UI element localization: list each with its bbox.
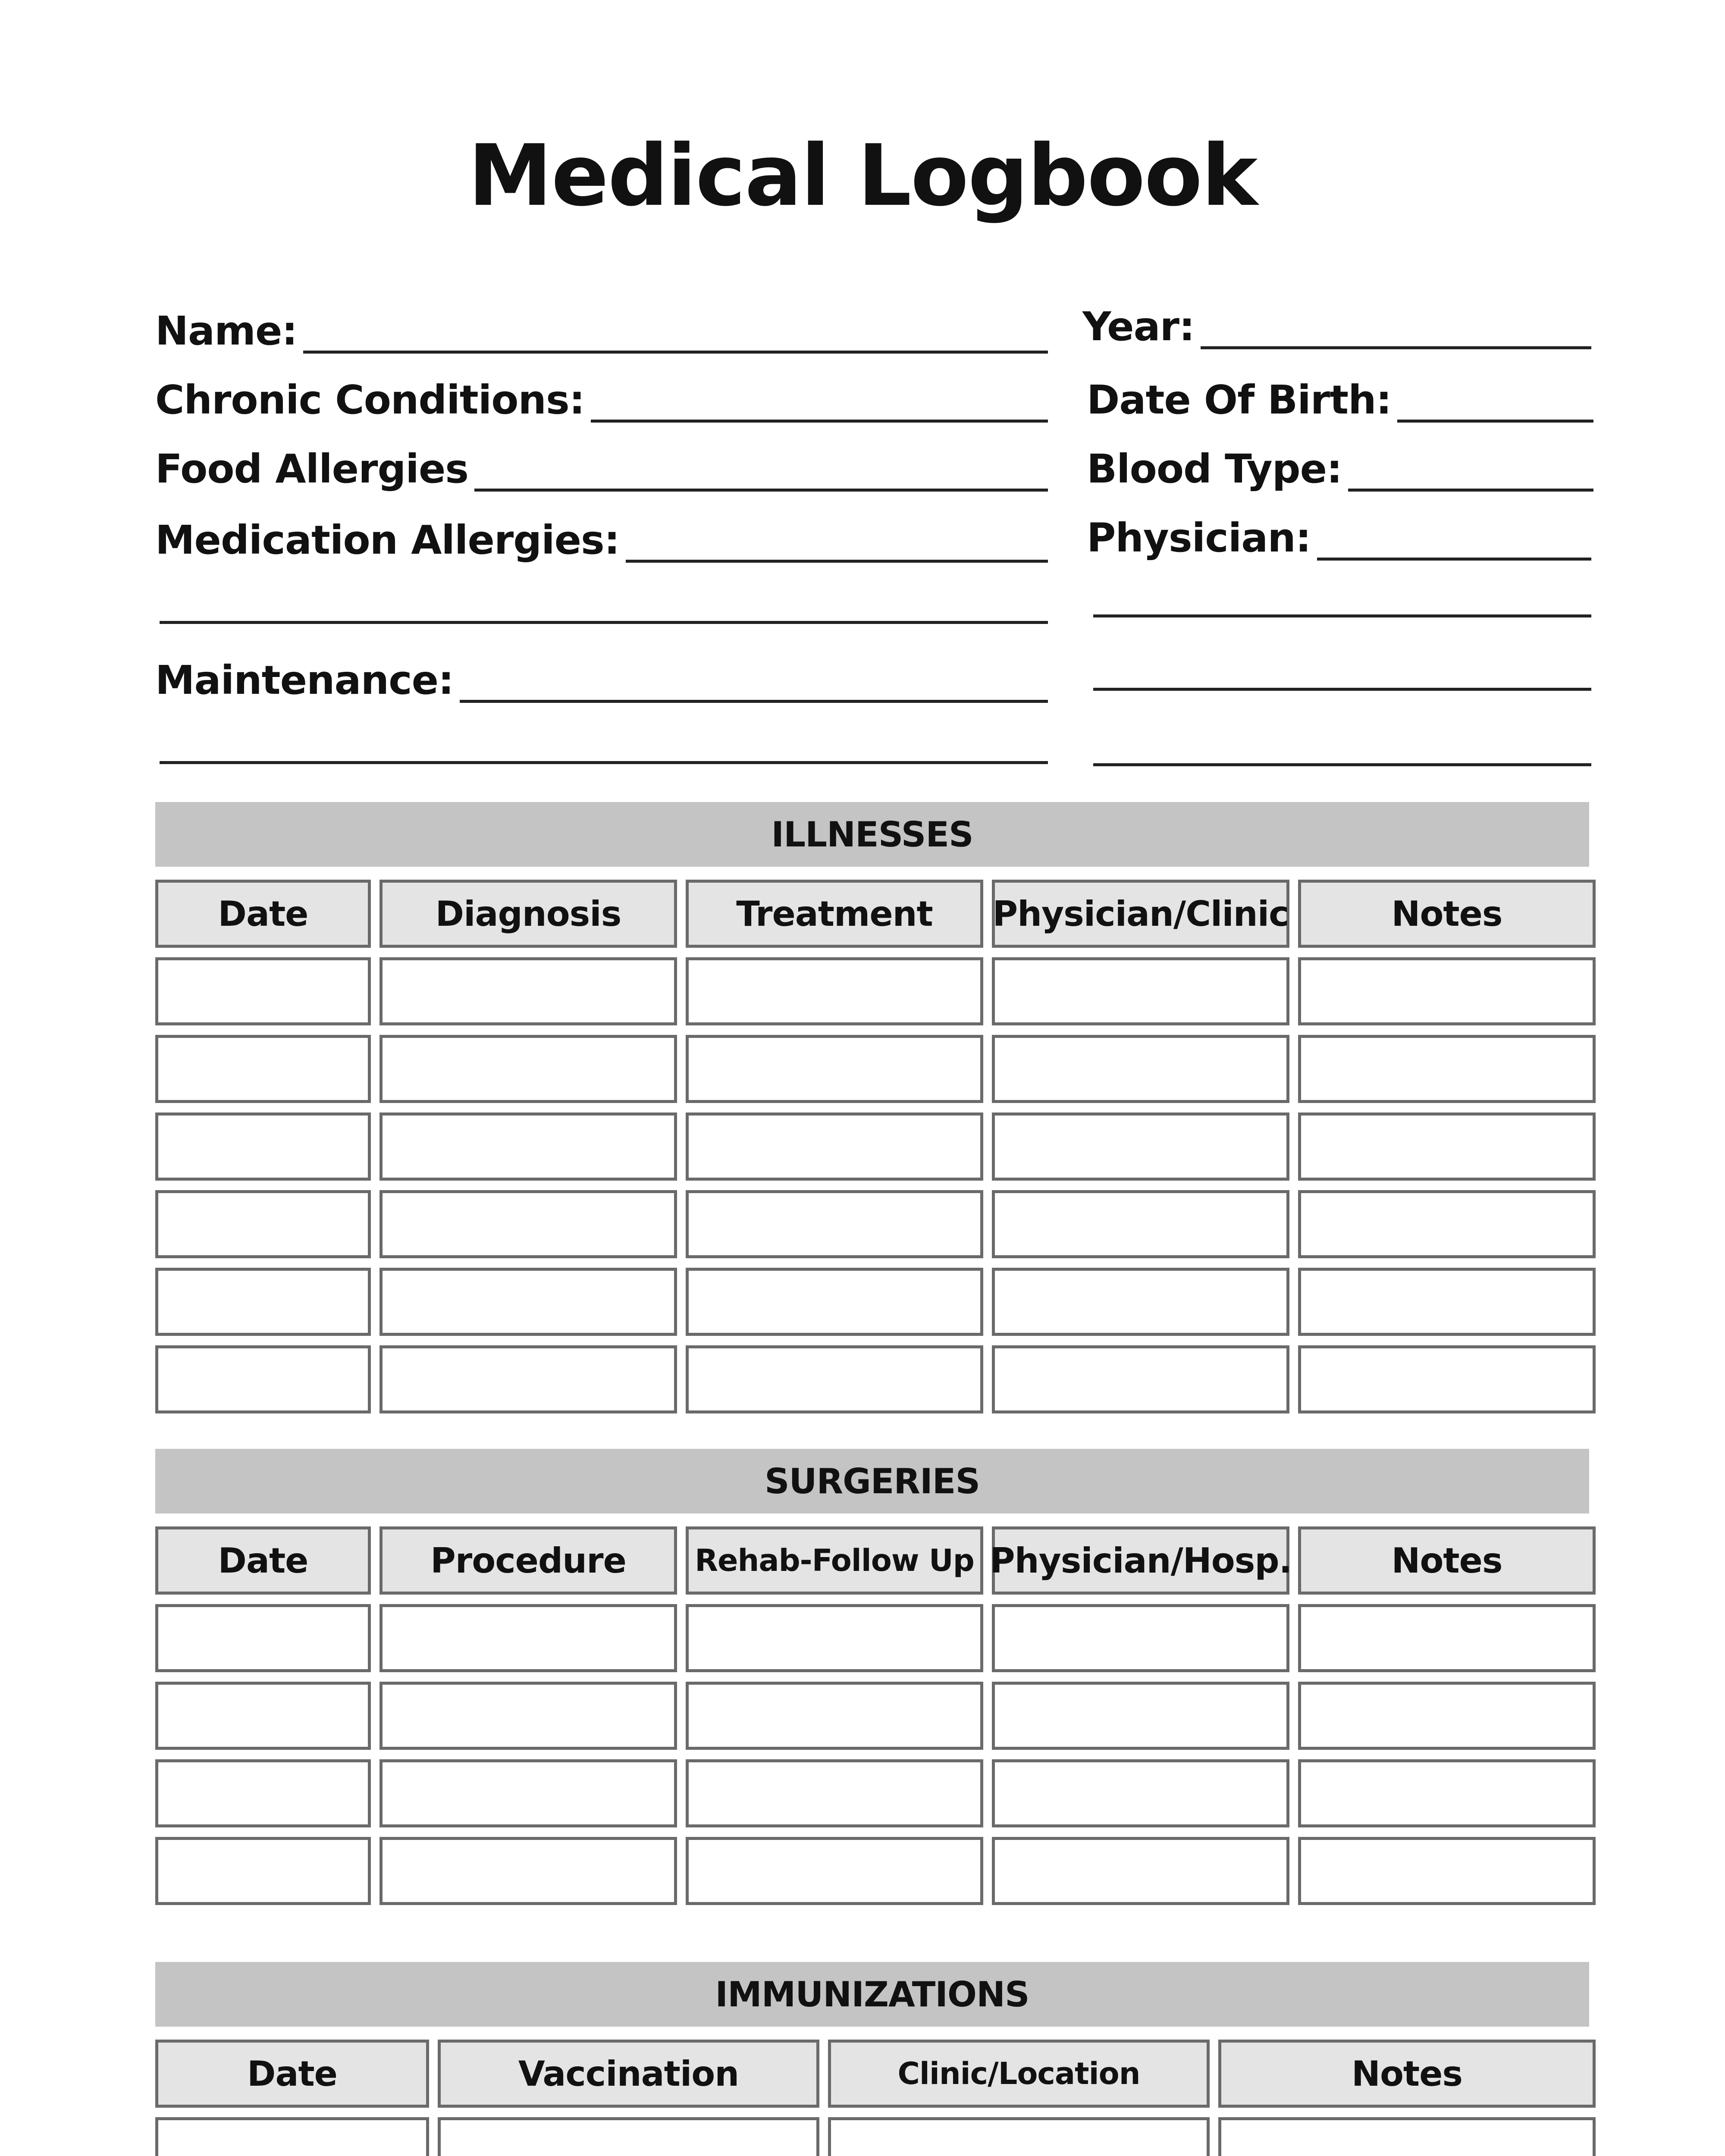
surgeries-col-notes: Notes bbox=[1298, 1526, 1596, 1595]
illnesses-col-treatment: Treatment bbox=[686, 880, 983, 948]
illnesses-entry-cell[interactable] bbox=[686, 1345, 983, 1413]
medication-allergies-label: Medication Allergies: bbox=[155, 517, 620, 563]
surgeries-entry-cell[interactable] bbox=[1298, 1759, 1596, 1827]
surgeries-entry-cell[interactable] bbox=[686, 1759, 983, 1827]
immunizations-entry-cell[interactable] bbox=[1218, 2117, 1596, 2156]
page-title: Medical Logbook bbox=[468, 127, 1257, 225]
name-line[interactable] bbox=[303, 295, 1048, 354]
maintenance-field[interactable] bbox=[155, 647, 1048, 703]
surgeries-entry-cell[interactable] bbox=[992, 1837, 1289, 1905]
surgeries-entry-cell[interactable] bbox=[992, 1682, 1289, 1750]
chronic-conditions-label: Chronic Conditions: bbox=[155, 377, 585, 423]
physician-label: Physician: bbox=[1087, 515, 1311, 561]
maintenance-label: Maintenance: bbox=[155, 657, 454, 703]
date-of-birth-line[interactable] bbox=[1397, 364, 1593, 423]
date-of-birth-label: Date Of Birth: bbox=[1087, 377, 1392, 423]
illnesses-entry-cell[interactable] bbox=[1298, 1190, 1596, 1258]
surgeries-col-physician-hosp: Physician/Hosp. bbox=[992, 1526, 1289, 1595]
surgeries-entry-cell[interactable] bbox=[992, 1759, 1289, 1827]
illnesses-entry-cell[interactable] bbox=[1298, 1268, 1596, 1336]
illnesses-entry-cell[interactable] bbox=[380, 957, 677, 1025]
surgeries-entry-cell[interactable] bbox=[686, 1604, 983, 1672]
illnesses-entry-cell[interactable] bbox=[992, 1112, 1289, 1181]
food-allergies-label: Food Allergies bbox=[155, 446, 468, 492]
immunizations-col-date: Date bbox=[155, 2040, 429, 2108]
blood-type-field[interactable] bbox=[1087, 436, 1593, 492]
name-label: Name: bbox=[155, 308, 298, 354]
illnesses-entry-cell[interactable] bbox=[992, 1190, 1289, 1258]
medication-allergies-extra-line[interactable] bbox=[160, 621, 1048, 624]
illnesses-col-date: Date bbox=[155, 880, 371, 948]
illnesses-entry-cell[interactable] bbox=[1298, 1035, 1596, 1103]
illnesses-entry-cell[interactable] bbox=[686, 1190, 983, 1258]
surgeries-col-procedure: Procedure bbox=[380, 1526, 677, 1595]
surgeries-section-header: SURGERIES bbox=[155, 1449, 1589, 1514]
surgeries-entry-cell[interactable] bbox=[155, 1759, 371, 1827]
illnesses-entry-cell[interactable] bbox=[380, 1190, 677, 1258]
immunizations-col-clinic-location: Clinic/Location bbox=[828, 2040, 1210, 2108]
surgeries-entry-cell[interactable] bbox=[1298, 1837, 1596, 1905]
illnesses-col-physician-clinic: Physician/Clinic bbox=[992, 880, 1289, 948]
surgeries-entry-cell[interactable] bbox=[380, 1604, 677, 1672]
illnesses-entry-cell[interactable] bbox=[155, 1345, 371, 1413]
right-extra-line-1[interactable] bbox=[1093, 614, 1591, 617]
illnesses-entry-cell[interactable] bbox=[380, 1268, 677, 1336]
illnesses-entry-cell[interactable] bbox=[1298, 957, 1596, 1025]
medication-allergies-line[interactable] bbox=[626, 504, 1048, 563]
illnesses-entry-cell[interactable] bbox=[992, 1268, 1289, 1336]
immunizations-entry-cell[interactable] bbox=[155, 2117, 429, 2156]
illnesses-entry-cell[interactable] bbox=[686, 1112, 983, 1181]
illnesses-entry-cell[interactable] bbox=[686, 1035, 983, 1103]
physician-field[interactable] bbox=[1087, 505, 1591, 561]
right-extra-line-2[interactable] bbox=[1093, 688, 1591, 691]
surgeries-entry-cell[interactable] bbox=[380, 1837, 677, 1905]
surgeries-entry-cell[interactable] bbox=[155, 1837, 371, 1905]
illnesses-section-header: ILLNESSES bbox=[155, 802, 1589, 867]
illnesses-entry-cell[interactable] bbox=[380, 1112, 677, 1181]
year-line[interactable] bbox=[1201, 290, 1591, 349]
date-of-birth-field[interactable] bbox=[1087, 367, 1593, 423]
physician-line[interactable] bbox=[1317, 501, 1591, 561]
immunizations-col-notes: Notes bbox=[1218, 2040, 1596, 2108]
illnesses-entry-cell[interactable] bbox=[155, 1035, 371, 1103]
illnesses-entry-cell[interactable] bbox=[1298, 1112, 1596, 1181]
surgeries-entry-cell[interactable] bbox=[686, 1837, 983, 1905]
illnesses-entry-cell[interactable] bbox=[155, 1190, 371, 1258]
illnesses-entry-cell[interactable] bbox=[1298, 1345, 1596, 1413]
illnesses-entry-cell[interactable] bbox=[155, 1268, 371, 1336]
maintenance-extra-line[interactable] bbox=[160, 761, 1048, 764]
illnesses-entry-cell[interactable] bbox=[380, 1345, 677, 1413]
blood-type-line[interactable] bbox=[1348, 432, 1593, 492]
year-field[interactable] bbox=[1082, 293, 1591, 349]
illnesses-entry-cell[interactable] bbox=[992, 1345, 1289, 1413]
name-field[interactable] bbox=[155, 298, 1048, 354]
surgeries-entry-cell[interactable] bbox=[380, 1682, 677, 1750]
immunizations-section-header: IMMUNIZATIONS bbox=[155, 1962, 1589, 2027]
surgeries-entry-cell[interactable] bbox=[992, 1604, 1289, 1672]
illnesses-entry-cell[interactable] bbox=[380, 1035, 677, 1103]
immunizations-entry-cell[interactable] bbox=[438, 2117, 819, 2156]
immunizations-col-vaccination: Vaccination bbox=[438, 2040, 819, 2108]
medication-allergies-field[interactable] bbox=[155, 507, 1048, 563]
surgeries-entry-cell[interactable] bbox=[686, 1682, 983, 1750]
surgeries-col-rehab-follow-up: Rehab-Follow Up bbox=[686, 1526, 983, 1595]
food-allergies-field[interactable] bbox=[155, 436, 1048, 492]
illnesses-entry-cell[interactable] bbox=[686, 1268, 983, 1336]
immunizations-entry-cell[interactable] bbox=[828, 2117, 1210, 2156]
surgeries-entry-cell[interactable] bbox=[1298, 1682, 1596, 1750]
food-allergies-line[interactable] bbox=[474, 432, 1048, 492]
illnesses-entry-cell[interactable] bbox=[992, 1035, 1289, 1103]
blood-type-label: Blood Type: bbox=[1087, 446, 1342, 492]
maintenance-line[interactable] bbox=[460, 644, 1048, 703]
illnesses-entry-cell[interactable] bbox=[686, 957, 983, 1025]
illnesses-col-notes: Notes bbox=[1298, 880, 1596, 948]
surgeries-entry-cell[interactable] bbox=[155, 1604, 371, 1672]
chronic-conditions-field[interactable] bbox=[155, 367, 1048, 423]
illnesses-col-diagnosis: Diagnosis bbox=[380, 880, 677, 948]
chronic-conditions-line[interactable] bbox=[591, 364, 1048, 423]
year-label: Year: bbox=[1082, 304, 1195, 350]
surgeries-col-date: Date bbox=[155, 1526, 371, 1595]
surgeries-entry-cell[interactable] bbox=[1298, 1604, 1596, 1672]
surgeries-entry-cell[interactable] bbox=[380, 1759, 677, 1827]
surgeries-entry-cell[interactable] bbox=[155, 1682, 371, 1750]
illnesses-entry-cell[interactable] bbox=[992, 957, 1289, 1025]
illnesses-entry-cell[interactable] bbox=[155, 957, 371, 1025]
right-extra-line-3[interactable] bbox=[1093, 763, 1591, 766]
illnesses-entry-cell[interactable] bbox=[155, 1112, 371, 1181]
